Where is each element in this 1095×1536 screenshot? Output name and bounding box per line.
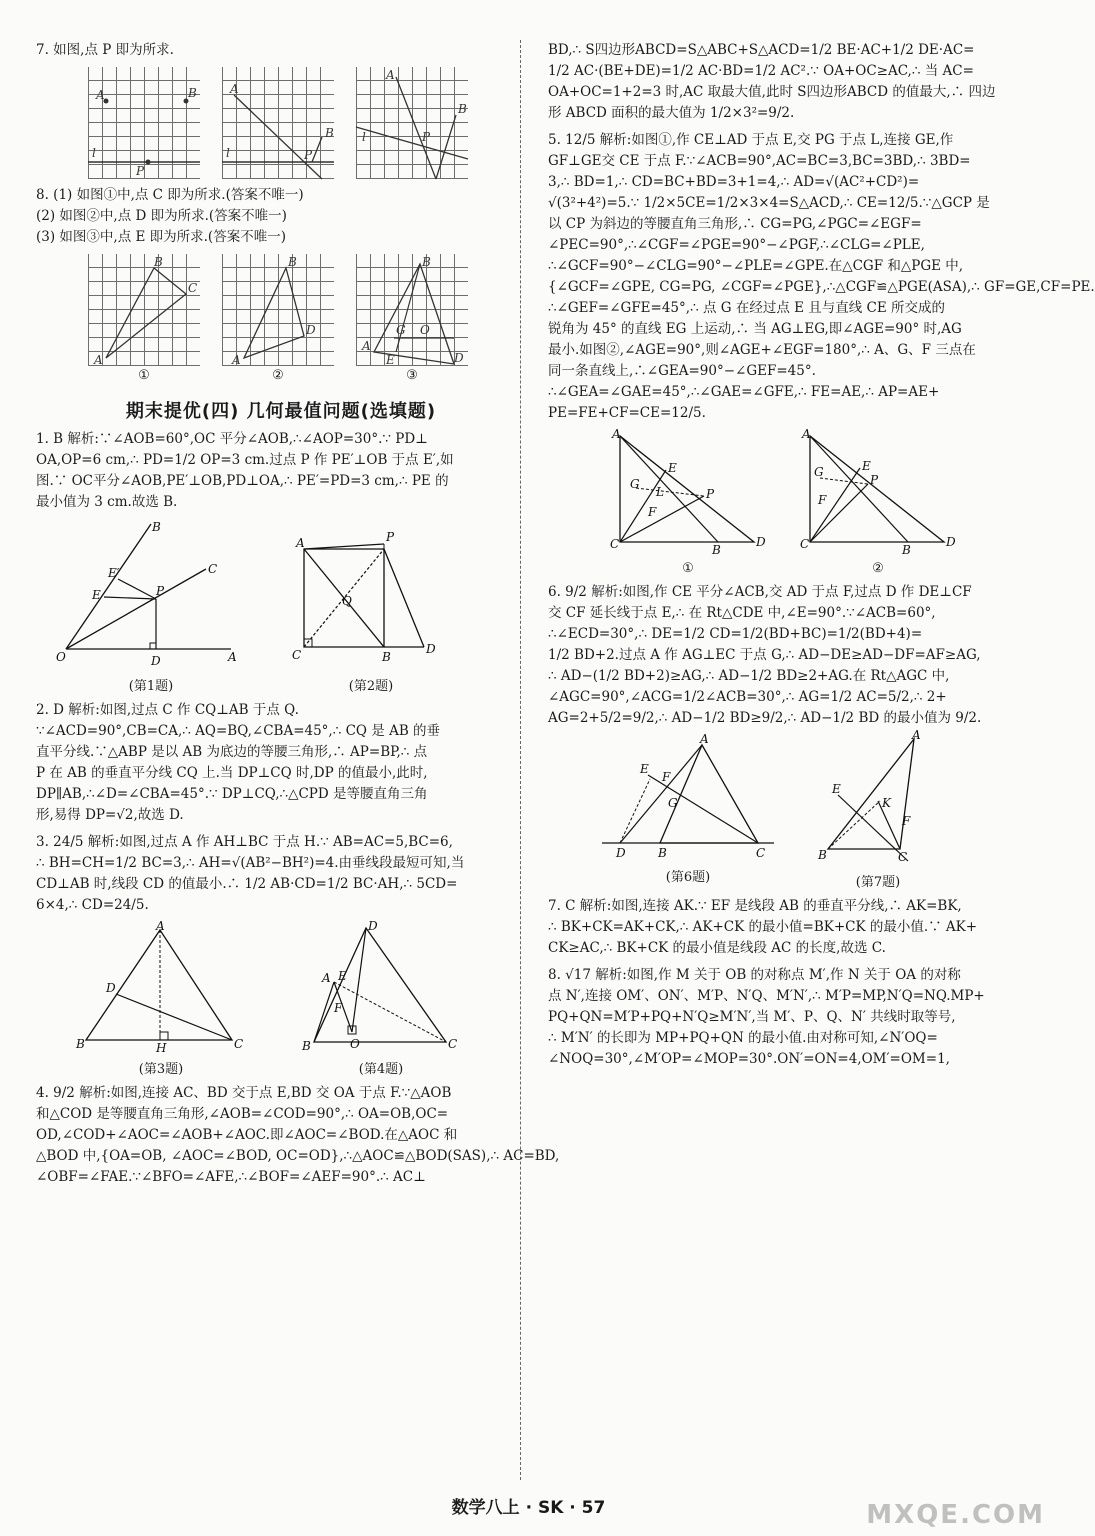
answer-1-line: OA,OP=6 cm,∴ PD=1/2 OP=3 cm.过点 P 作 PE′⊥OB 于点 E′,如: [36, 452, 454, 468]
q7-diagram-3: [356, 67, 468, 179]
svg-text:A: A: [230, 82, 239, 96]
answer-6-line: 6. 9/2 解析:如图,作 CE 平分∠ACB,交 AD 于点 F,过点 D 作 DE⊥CF: [548, 584, 972, 600]
answer-5-line: 以 CP 为斜边的等腰直角三角形,∴ CG=PG,∠PGC=∠EGF=: [548, 216, 922, 232]
answer-3: [36, 832, 526, 916]
svg-text:E: E: [668, 461, 677, 475]
svg-text:P: P: [422, 130, 431, 144]
svg-text:P: P: [386, 530, 395, 544]
answer-5-line: ∴∠GEF=∠GFE=45°,∴ 点 G 在经过点 E 且与直线 CE 所交成的: [548, 300, 946, 316]
answer-3-line: CD⊥AB 时,线段 CD 的值最小.∴ 1/2 AB·CD=1/2 BC·AH,∴ 5CD=: [36, 876, 458, 892]
q8-figure-3: [356, 254, 468, 383]
svg-text:A: A: [802, 427, 811, 441]
q6-caption: (第6题): [665, 870, 711, 885]
q7-grid-2: [222, 67, 334, 179]
q8-figure-1: [88, 254, 200, 383]
svg-text:D: D: [616, 846, 626, 860]
svg-text:E: E: [832, 782, 841, 796]
svg-text:E: E: [338, 969, 347, 983]
q8-diagram-2: [222, 254, 334, 366]
svg-text:C: C: [610, 537, 620, 551]
answer-4-line: ∠OBF=∠FAE.∵∠BFO=∠AFE,∴∠BOF=∠AEF=90°.∴ AC⊥: [36, 1169, 426, 1185]
answer-6: [548, 582, 1028, 729]
svg-text:D: D: [426, 642, 436, 656]
svg-text:B: B: [712, 543, 721, 557]
svg-text:C: C: [292, 648, 302, 662]
svg-text:E: E: [640, 762, 649, 776]
answer-8: [548, 965, 1028, 1070]
answer-5-line: 同一条直线上,∴∠GEA=90°−∠GEF=45°.: [548, 363, 816, 379]
page-footer: 数学八上 · SK · 57: [451, 1498, 606, 1518]
q8-diagram-1: [88, 254, 200, 366]
svg-text:B: B: [325, 126, 334, 140]
answer-4-continued: [548, 40, 1028, 124]
answer-1: [36, 429, 526, 513]
svg-text:H: H: [156, 1041, 167, 1055]
svg-text:C: C: [756, 846, 766, 860]
answer-6-line: ∴ AD−(1/2 BD+2)≥AG,∴ AD−1/2 BD≥2+AG.在 Rt△AGC 中,: [548, 668, 950, 684]
q1-q2-figures: [56, 519, 526, 694]
q3-diagram: [76, 919, 246, 1055]
svg-text:C: C: [448, 1037, 458, 1051]
svg-text:A: A: [232, 353, 241, 367]
svg-text:E: E: [386, 353, 395, 367]
q4-diagram: [296, 919, 466, 1053]
svg-text:A: A: [362, 339, 371, 353]
q1-diagram: [56, 519, 246, 669]
answer-5-line: 锐角为 45° 的直线 EG 上运动,∴ 当 AG⊥EG,即∠AGE=90° 时,AG: [548, 321, 962, 337]
svg-text:E: E: [92, 588, 101, 602]
svg-text:O: O: [420, 323, 430, 337]
figure-q5-1: [608, 427, 768, 576]
q7-diagram-2: [222, 67, 334, 179]
svg-text:F: F: [334, 1001, 343, 1015]
svg-text:B: B: [422, 255, 431, 269]
answer-5-line: ∴∠GCF=90°−∠CLG=90°−∠PLE=∠GPE.在△CGF 和△PGE 中,: [548, 258, 964, 274]
answer-5-line: GF⊥GE交 CE 于点 F.∵∠ACB=90°,AC=BC=3,BC=3BD,∴ 3BD=: [548, 153, 971, 169]
svg-text:A: A: [96, 88, 105, 102]
answer-3-line: 3. 24/5 解析:如图,过点 A 作 AH⊥BC 于点 H.∵ AB=AC=5,BC=6,: [36, 834, 453, 850]
q5-caption-1: ①: [682, 561, 694, 576]
svg-text:B: B: [288, 255, 297, 269]
svg-text:G: G: [630, 477, 640, 491]
svg-text:A: A: [700, 732, 709, 746]
figure-q3: [76, 919, 246, 1077]
answer-4-line: 4. 9/2 解析:如图,连接 AC、BD 交于点 E,BD 交 OA 于点 F.∵△AOB: [36, 1085, 452, 1101]
svg-text:K: K: [882, 796, 891, 810]
answer-7: [548, 896, 1028, 959]
answer-1-line: 图.∵ OC平分∠AOB,PE′⊥OB,PD⊥OA,∴ PE′=PD=3 cm,∴ PE 的: [36, 473, 449, 489]
q7-figures: [88, 67, 526, 179]
q3-caption: (第3题): [138, 1062, 184, 1077]
svg-text:A: A: [94, 353, 103, 367]
svg-text:l: l: [362, 130, 366, 144]
answer-3-line: 6×4,∴ CD=24/5.: [36, 897, 149, 913]
svg-text:A: A: [322, 971, 331, 985]
q3-q4-figures: [76, 919, 526, 1077]
q2-caption: (第2题): [348, 679, 394, 694]
answer-7-line: CK≥AC,∴ BK+CK 的最小值是线段 AC 的长度,故选 C.: [548, 940, 886, 956]
q8-caption-1: ①: [138, 368, 150, 383]
svg-text:G: G: [668, 796, 678, 810]
q5-diagram-1: [608, 427, 768, 557]
svg-text:G: G: [814, 465, 824, 479]
q8-line-1: 8. (1) 如图①中,点 C 即为所求.(答案不唯一): [36, 187, 304, 203]
answer-5-line: √(3²+4²)=5.∵ 1/2×5CE=1/2×3×4=S△ACD,∴ CE=12/5.∵△GCP 是: [548, 195, 990, 211]
answer-4-line: 和△COD 是等腰直角三角形,∠AOB=∠COD=90°,∴ OA=OB,OC=: [36, 1106, 449, 1122]
answer-5-line: 3,∴ BD=1,∴ CD=BC+BD=3+1=4,∴ AD=√(AC²+CD²)=: [548, 174, 920, 190]
answer-2-line: DP∥AB,∴∠D=∠CBA=45°.∵ DP⊥CQ,∴△CPD 是等腰直角三角: [36, 786, 428, 802]
answer-1-line: 最小值为 3 cm.故选 B.: [36, 494, 178, 510]
svg-text:B: B: [76, 1037, 85, 1051]
q8-diagram-3: [356, 254, 468, 366]
figure-q4: [296, 919, 466, 1077]
answer-7-line: 7. C 解析:如图,连接 AK.∵ EF 是线段 AB 的垂直平分线,∴ AK=BK,: [548, 898, 962, 914]
q6-diagram: [598, 732, 778, 860]
svg-text:A: A: [612, 427, 621, 441]
q7-caption: (第7题): [855, 875, 901, 890]
answer-6-line: ∴∠ECD=30°,∴ DE=1/2 CD=1/2(BD+BC)=1/2(BD+4)=: [548, 626, 923, 642]
svg-text:A: A: [296, 536, 305, 550]
svg-text:A: A: [228, 650, 237, 664]
answer-2-line: ∵∠ACD=90°,CB=CA,∴ AQ=BQ,∠CBA=45°,∴ CQ 是 AB 的垂: [36, 723, 441, 739]
q8-caption-2: ②: [272, 368, 284, 383]
answer-1-line: 1. B 解析:∵∠AOB=60°,OC 平分∠AOB,∴∠AOP=30°.∵ PD⊥: [36, 431, 428, 447]
q8-caption-3: ③: [406, 368, 418, 383]
q7-grid-3: [356, 67, 468, 179]
q4-caption: (第4题): [358, 1062, 404, 1077]
svg-text:A: A: [912, 728, 921, 742]
figure-q5-2: [798, 427, 958, 576]
svg-text:A: A: [386, 68, 395, 82]
q8-figure-2: [222, 254, 334, 383]
answer-8-line: 8. √17 解析:如图,作 M 关于 OB 的对称点 M′,作 N 关于 OA 的对称: [548, 967, 961, 983]
answer-8-line: 点 N′,连接 OM′、ON′、M′P、N′Q、M′N′,∴ M′P=MP,N′Q=NQ.MP+: [548, 988, 985, 1004]
svg-text:B: B: [302, 1039, 311, 1053]
answer-5-line: PE=FE+CF=CE=12/5.: [548, 405, 706, 421]
svg-text:B: B: [188, 86, 197, 100]
answer-5-line: ∠PEC=90°,∴∠CGF=∠PGE=90°−∠PGF,∴∠CLG=∠PLE,: [548, 237, 925, 253]
svg-text:B: B: [382, 650, 391, 664]
svg-text:C: C: [234, 1037, 244, 1051]
answer-4-line: OD,∠COD+∠AOC=∠AOB+∠AOC.即∠AOC=∠BOD.在△AOC 和: [36, 1127, 458, 1143]
svg-text:D: D: [306, 323, 316, 337]
svg-text:B: B: [658, 846, 667, 860]
figure-q7: [818, 728, 938, 890]
svg-text:P: P: [706, 487, 715, 501]
svg-text:C: C: [800, 537, 810, 551]
answer-4: [36, 1083, 560, 1188]
answer-8-line: ∴ M′N′ 的长即为 MP+PQ+QN 的最小值.由对称可知,∠N′OQ=: [548, 1030, 938, 1046]
svg-text:C: C: [898, 850, 908, 864]
q5-figures: [608, 427, 1028, 576]
section-title: 期末提优(四) 几何最值问题(选填题): [125, 401, 437, 422]
answer-4-cont-line: 形 ABCD 面积的最大值为 1/2×3²=9/2.: [548, 105, 795, 121]
answer-4-line: △BOD 中,{OA=OB, ∠AOC=∠BOD, OC=OD},∴△AOC≌△BOD(SAS),∴ AC=BD,: [36, 1148, 560, 1164]
svg-text:D: D: [151, 654, 161, 668]
svg-text:C: C: [208, 562, 218, 576]
answer-3-line: ∴ BH=CH=1/2 BC=3,∴ AH=√(AB²−BH²)=4.由垂线段最短可知,当: [36, 855, 465, 871]
answer-7-line: ∴ BK+CK=AK+CK,∴ AK+CK 的最小值=BK+CK 的最小值.∵ AK+: [548, 919, 978, 935]
svg-text:F: F: [818, 493, 827, 507]
answer-2-line: 直平分线.∵△ABP 是以 AB 为底边的等腰三角形,∴ AP=BP,∴ 点: [36, 744, 428, 760]
answer-5-line: 5. 12/5 解析:如图①,作 CE⊥AD 于点 E,交 PG 于点 L,连接 GE,作: [548, 132, 954, 148]
svg-text:D: D: [756, 535, 766, 549]
answer-2: [36, 700, 526, 826]
q5-diagram-2: [798, 427, 958, 557]
answer-6-line: ∠AGC=90°,∠ACG=1/2∠ACB=30°,∴ AG=1/2 AC=5/2,∴ 2+: [548, 689, 947, 705]
svg-text:E′: E′: [108, 566, 120, 580]
svg-text:B: B: [902, 543, 911, 557]
answer-2-line: P 在 AB 的垂直平分线 CQ 上.当 DP⊥CQ 时,DP 的值最小,此时,: [36, 765, 428, 781]
svg-text:F: F: [648, 505, 657, 519]
figure-q1: [56, 519, 246, 694]
answer-6-line: AG=2+5/2=9/2,∴ AD−1/2 BD≥9/2,∴ AD−1/2 BD 的最小值为 9/2.: [548, 710, 982, 726]
answer-6-line: 1/2 BD+2.过点 A 作 AG⊥EC 于点 G,∴ AD−DE≥AD−DF=AF≥AG,: [548, 647, 981, 663]
svg-text:P: P: [870, 473, 879, 487]
right-column: [548, 40, 1095, 1076]
answer-4-cont-line: OA+OC=1+2=3 时,AC 取最大值,此时 S四边形ABCD 的值最大,∴ 四边: [548, 84, 996, 100]
svg-text:D: D: [368, 919, 378, 933]
svg-text:P: P: [156, 584, 165, 598]
svg-text:A: A: [156, 919, 165, 933]
answer-4-cont-line: 1/2 AC·(BE+DE)=1/2 AC·BD=1/2 AC².∵ OA+OC≥AC,∴ 当 AC=: [548, 63, 974, 79]
svg-text:D: D: [946, 535, 956, 549]
svg-text:L: L: [656, 485, 664, 499]
answer-2-line: 2. D 解析:如图,过点 C 作 CQ⊥AB 于点 Q.: [36, 702, 299, 718]
svg-text:B: B: [818, 848, 827, 862]
svg-text:G: G: [396, 323, 406, 337]
figure-q6: [598, 732, 778, 890]
answer-8-line: ∠NOQ=30°,∠M′OP=∠MOP=30°.ON′=ON=4,OM′=OM=1,: [548, 1051, 950, 1067]
q8-figures: [88, 254, 526, 383]
svg-text:O: O: [350, 1037, 360, 1051]
svg-text:P: P: [136, 164, 145, 178]
q7-grid-1: [88, 67, 200, 179]
q6-q7-figures: [598, 728, 1028, 890]
svg-text:D: D: [106, 981, 116, 995]
q7-diagram-1: [88, 67, 200, 179]
svg-text:F: F: [902, 814, 911, 828]
svg-text:B: B: [152, 520, 161, 534]
answer-5: [548, 130, 1095, 424]
svg-text:C: C: [188, 281, 198, 295]
watermark: MXQE.COM: [866, 1500, 1045, 1530]
q8-line-3: (3) 如图③中,点 E 即为所求.(答案不唯一): [36, 229, 286, 245]
q8-line-2: (2) 如图②中,点 D 即为所求.(答案不唯一): [36, 208, 287, 224]
answer-5-line: ∴∠GEA=∠GAE=45°,∴∠GAE=∠GFE,∴ FE=AE,∴ AP=AE+: [548, 384, 940, 400]
answer-8-line: PQ+QN=M′P+PQ+N′Q≥M′N′,当 M′、P、Q、N′ 共线时取等号,: [548, 1009, 956, 1025]
svg-text:O: O: [56, 650, 66, 664]
svg-text:B: B: [154, 255, 163, 269]
q7-text: 7. 如图,点 P 即为所求.: [36, 42, 174, 58]
left-column: [36, 40, 560, 1194]
q7-diagram: [818, 728, 938, 865]
svg-text:E: E: [862, 459, 871, 473]
answer-4-cont-line: BD,∴ S四边形ABCD=S△ABC+S△ACD=1/2 BE·AC+1/2 DE·AC=: [548, 42, 975, 58]
svg-text:l: l: [226, 146, 230, 160]
answer-5-line: 最小.如图②,∠AGE=90°,则∠AGE+∠EGF=180°,∴ A、G、F 三点在: [548, 342, 976, 358]
q5-caption-2: ②: [872, 561, 884, 576]
answer-2-line: 形,易得 DP=√2,故选 D.: [36, 807, 184, 823]
svg-text:Q: Q: [342, 594, 352, 608]
figure-q2: [286, 519, 456, 694]
svg-text:B: B: [458, 102, 467, 116]
svg-text:F: F: [662, 770, 671, 784]
svg-text:P: P: [304, 148, 313, 162]
q8-block: [36, 185, 526, 248]
q2-diagram: [286, 519, 456, 669]
answer-5-line: {∠GCF=∠GPE, CG=PG, ∠CGF=∠PGE},∴△CGF≌△PGE(ASA),∴ GF=GE,CF=PE.: [548, 279, 1095, 295]
svg-text:l: l: [92, 146, 96, 160]
svg-text:D: D: [454, 351, 464, 365]
answer-6-line: 交 CF 延长线于点 E,∴ 在 Rt△CDE 中,∠E=90°.∵∠ACB=60°,: [548, 605, 936, 621]
q1-caption: (第1题): [128, 679, 174, 694]
